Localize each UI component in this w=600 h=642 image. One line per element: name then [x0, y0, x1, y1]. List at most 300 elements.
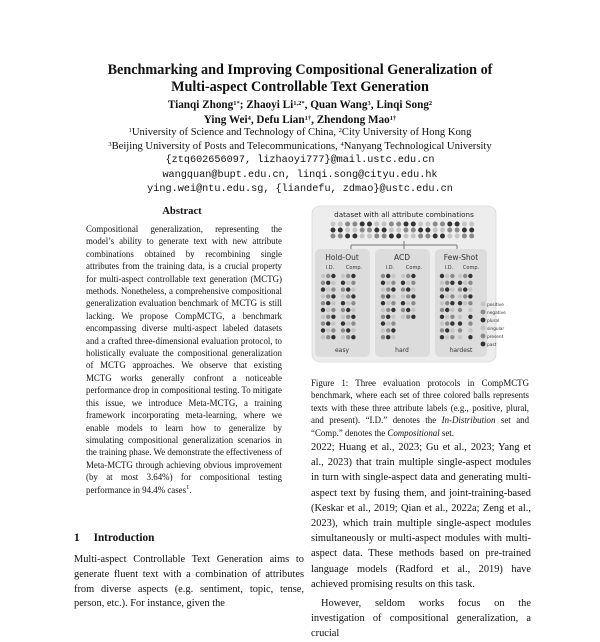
- attribute-ball: [458, 328, 462, 332]
- attribute-ball: [331, 308, 335, 312]
- attribute-ball: [386, 328, 390, 332]
- attribute-ball: [440, 281, 444, 285]
- attribute-ball: [447, 234, 452, 239]
- attribute-ball: [352, 222, 357, 227]
- attribute-ball: [445, 321, 449, 325]
- attribute-ball: [401, 287, 405, 291]
- introduction-text: Multi-aspect Controllable Text Generation aims to generate fluent text with a combination of attributes from diverse aspects (e.g. sentiment, topic, tense, person, etc.). For instance, given the: [74, 554, 304, 610]
- right-column-text: [311, 440, 531, 642]
- legend-label: plural: [487, 319, 500, 324]
- author-line-1: Tianqi Zhong$^{1*}$; Zhaoyi $Li^{1,2*}$, Quan Wang$^3$, Linqi Song$^2$: [167, 99, 433, 111]
- caption-text: set.: [441, 427, 454, 438]
- author-emails: [0, 154, 600, 198]
- attribute-ball: [445, 308, 449, 312]
- attribute-ball: [463, 287, 467, 291]
- attribute-ball: [351, 274, 355, 278]
- attribute-ball: [351, 287, 355, 291]
- author-sup: 3: [367, 100, 371, 107]
- affil-sup: 3: [108, 141, 112, 148]
- attribute-ball: [321, 287, 325, 291]
- attribute-ball: [440, 301, 444, 305]
- figure-top-label: dataset with all attribute combinations: [334, 210, 474, 219]
- attribute-ball: [458, 281, 462, 285]
- attribute-ball: [386, 274, 390, 278]
- attribute-ball: [391, 315, 395, 319]
- attribute-ball: [462, 234, 467, 239]
- attribute-ball: [391, 294, 395, 298]
- attribute-ball: [386, 287, 390, 291]
- attribute-ball: [455, 222, 460, 227]
- attribute-ball: [447, 228, 452, 233]
- attribute-ball: [360, 228, 365, 233]
- author-line-2: Ying Wei$^4$, Defu Lian$^{1\dagger}$, Zhendong Mao$^{1\dagger}$: [203, 114, 397, 126]
- attribute-ball: [386, 321, 390, 325]
- attribute-ball: [341, 294, 345, 298]
- attribute-ball: [411, 234, 416, 239]
- attribute-ball: [381, 315, 385, 319]
- paragraph: However, seldom works focus on the investigation of compositional generalization, a crucial: [311, 598, 531, 640]
- attribute-ball: [440, 234, 445, 239]
- attribute-ball: [463, 281, 467, 285]
- attribute-ball: [386, 281, 390, 285]
- caption-em: In-Distribution: [441, 415, 496, 426]
- affil-sup: 1: [128, 127, 132, 134]
- attribute-ball: [468, 301, 472, 305]
- affil-sup: 4: [340, 141, 344, 148]
- attribute-ball: [360, 222, 365, 227]
- attribute-ball: [468, 321, 472, 325]
- attribute-ball: [463, 274, 467, 278]
- attribute-ball: [321, 294, 325, 298]
- attribute-ball: [411, 228, 416, 233]
- attribute-ball: [406, 315, 410, 319]
- attribute-ball: [458, 308, 462, 312]
- attribute-ball: [331, 328, 335, 332]
- attribute-ball: [458, 294, 462, 298]
- attribute-ball: [425, 234, 430, 239]
- attribute-ball: [440, 222, 445, 227]
- attribute-ball: [440, 228, 445, 233]
- col-id-label: I.D.: [325, 265, 335, 271]
- legend-label: singular: [487, 327, 505, 332]
- attribute-ball: [381, 294, 385, 298]
- attribute-ball: [391, 335, 395, 339]
- section-number: 1: [74, 532, 80, 544]
- affiliation: University of Science and Technology of China,: [131, 127, 336, 138]
- attribute-ball: [440, 274, 444, 278]
- attribute-ball: [326, 321, 330, 325]
- author-sup: 1*: [233, 100, 240, 107]
- attribute-ball: [331, 335, 335, 339]
- attribute-ball: [458, 274, 462, 278]
- attribute-ball: [367, 234, 372, 239]
- attribute-ball: [418, 222, 423, 227]
- attribute-ball: [374, 234, 379, 239]
- attribute-ball: [481, 318, 486, 323]
- attribute-ball: [433, 234, 438, 239]
- attribute-ball: [445, 281, 449, 285]
- author-sup: 1†: [389, 115, 397, 122]
- attribute-ball: [351, 335, 355, 339]
- attribute-ball: [450, 315, 454, 319]
- attribute-ball: [346, 328, 350, 332]
- attribute-ball: [396, 234, 401, 239]
- attribute-ball: [406, 308, 410, 312]
- attribute-ball: [406, 294, 410, 298]
- attribute-ball: [382, 234, 387, 239]
- attribute-ball: [462, 222, 467, 227]
- attribute-ball: [401, 281, 405, 285]
- attribute-ball: [401, 274, 405, 278]
- author-name: Zhendong Mao: [316, 114, 390, 126]
- attribute-ball: [404, 228, 409, 233]
- author-name: Quan Wang: [310, 99, 368, 111]
- attribute-ball: [321, 274, 325, 278]
- attribute-ball: [326, 287, 330, 291]
- attribute-ball: [381, 301, 385, 305]
- attribute-ball: [382, 222, 387, 227]
- attribute-ball: [381, 274, 385, 278]
- attribute-ball: [360, 234, 365, 239]
- affiliation: City University of Hong Kong: [341, 127, 472, 138]
- affiliation: Beijing University of Posts and Telecommunications,: [111, 141, 338, 152]
- attribute-ball: [326, 308, 330, 312]
- attribute-ball: [458, 301, 462, 305]
- col-id-label: I.D.: [385, 265, 395, 271]
- affiliation-line-2: [0, 140, 600, 154]
- attribute-ball: [331, 281, 335, 285]
- attribute-ball: [391, 274, 395, 278]
- attribute-ball: [321, 281, 325, 285]
- panel-title: Few-Shot: [443, 253, 479, 262]
- attribute-ball: [386, 315, 390, 319]
- attribute-ball: [481, 310, 486, 315]
- attribute-ball: [406, 287, 410, 291]
- attribute-ball: [367, 228, 372, 233]
- attribute-ball: [367, 222, 372, 227]
- attribute-ball: [331, 315, 335, 319]
- attribute-ball: [326, 301, 330, 305]
- attribute-ball: [411, 315, 415, 319]
- attribute-ball: [346, 308, 350, 312]
- attribute-ball: [468, 274, 472, 278]
- attribute-ball: [433, 228, 438, 233]
- col-id-label: I.D.: [444, 265, 454, 271]
- attribute-ball: [351, 321, 355, 325]
- attribute-ball: [346, 315, 350, 319]
- attribute-ball: [450, 328, 454, 332]
- attribute-ball: [326, 294, 330, 298]
- attribute-ball: [321, 321, 325, 325]
- attribute-ball: [450, 287, 454, 291]
- attribute-ball: [445, 315, 449, 319]
- attribute-ball: [338, 222, 343, 227]
- attribute-ball: [469, 222, 474, 227]
- attribute-ball: [345, 222, 350, 227]
- attribute-ball: [326, 328, 330, 332]
- caption-label: Figure 1:: [311, 378, 349, 388]
- attribute-ball: [411, 274, 415, 278]
- attribute-ball: [381, 321, 385, 325]
- attribute-ball: [458, 321, 462, 325]
- attribute-ball: [468, 328, 472, 332]
- attribute-ball: [450, 321, 454, 325]
- attribute-ball: [406, 274, 410, 278]
- legend-label: negative: [487, 311, 506, 316]
- attribute-ball: [382, 228, 387, 233]
- col-comp-label: Comp.: [405, 265, 423, 271]
- attribute-ball: [381, 328, 385, 332]
- attribute-ball: [321, 301, 325, 305]
- attribute-ball: [455, 234, 460, 239]
- section-title: Introduction: [93, 532, 155, 544]
- title-line-2: Multi-aspect Controllable Text Generation: [171, 79, 429, 95]
- attribute-ball: [391, 301, 395, 305]
- attribute-ball: [462, 228, 467, 233]
- attribute-ball: [445, 287, 449, 291]
- attribute-ball: [326, 274, 330, 278]
- attribute-ball: [404, 234, 409, 239]
- attribute-ball: [346, 281, 350, 285]
- attribute-ball: [445, 274, 449, 278]
- attribute-ball: [346, 287, 350, 291]
- author-list: [0, 98, 600, 128]
- attribute-ball: [326, 315, 330, 319]
- attribute-ball: [321, 335, 325, 339]
- attribute-ball: [440, 315, 444, 319]
- attribute-ball: [391, 287, 395, 291]
- attribute-ball: [391, 281, 395, 285]
- attribute-ball: [468, 315, 472, 319]
- attribute-ball: [469, 234, 474, 239]
- col-comp-label: Comp.: [345, 265, 363, 271]
- attribute-ball: [440, 308, 444, 312]
- author-name: Linqi Song: [376, 99, 429, 111]
- paragraph: 2022; Huang et al., 2023; Gu et al., 2023; Yang et al., 2023) that train multiple single-aspect modules in turn with single-aspect data and generating multi-aspect text by fusing them, and joint-training-based (Keskar et al., 2019; Qian et al., 2022a; Zeng et al., 2023), which train multiple single-aspect modules simultaneously or multi-aspect modules with multi-aspect data. These methods based on pre-trained language models (Radford et al., 2019) have achieved promising results on this task.: [311, 442, 531, 590]
- affiliation-line-1: [0, 126, 600, 140]
- attribute-ball: [401, 308, 405, 312]
- attribute-ball: [338, 234, 343, 239]
- author-sup: 4: [247, 115, 251, 122]
- attribute-ball: [341, 281, 345, 285]
- attribute-ball: [411, 308, 415, 312]
- attribute-ball: [331, 294, 335, 298]
- attribute-ball: [341, 287, 345, 291]
- attribute-ball: [445, 328, 449, 332]
- attribute-ball: [346, 274, 350, 278]
- figure-1: [311, 205, 506, 363]
- attribute-ball: [381, 308, 385, 312]
- attribute-ball: [391, 308, 395, 312]
- figure-caption: [311, 377, 529, 439]
- difficulty-tag: hard: [395, 347, 409, 354]
- attribute-ball: [331, 321, 335, 325]
- attribute-ball: [389, 234, 394, 239]
- caption-text: Three evaluation protocols in CompMCTG benchmark, where each set of three colored balls represents texts with these three attribute labels (e.g., positive, plural, and present). “I.D.” denotes the: [311, 378, 529, 426]
- attribute-ball: [351, 301, 355, 305]
- attribute-ball: [418, 228, 423, 233]
- author-sup: 2: [428, 100, 433, 107]
- attribute-ball: [326, 335, 330, 339]
- attribute-ball: [458, 315, 462, 319]
- abstract-heading: Abstract: [162, 206, 202, 217]
- attribute-ball: [440, 335, 444, 339]
- email-line[interactable]: {ztq602656097, lizhaoyi777}@mail.ustc.edu.cn: [165, 155, 435, 166]
- attribute-ball: [381, 335, 385, 339]
- legend-label: past: [487, 343, 497, 348]
- attribute-ball: [445, 294, 449, 298]
- attribute-ball: [381, 287, 385, 291]
- col-comp-label: Comp.: [462, 265, 480, 271]
- attribute-ball: [450, 294, 454, 298]
- attribute-ball: [440, 294, 444, 298]
- abstract-text: Compositional generalization, representing the model’s ability to generate text with new attribute combinations obtained by recombining single attributes from the training data, is a crucial property for multi-aspect controllable text generation (MCTG) methods. Nonetheless, a comprehensive compositional generalization evaluation benchmark of MCTG is still lacking. We propose CompMCTG, a benchmark encompassing diverse multi-aspect labeled datasets and a crafted three-dimensional evaluation protocol, to holistically evaluate the compositional generalization of MCTG approaches. We observe that existing MCTG works generally confront a noticeable performance drop in compositional testing. To mitigate this issue, we introduce Meta-MCTG, a training framework incorporating meta-learning, where we enable models to learn how to generalize by simulating compositional generalization scenarios in the training phase. We demonstrate the effectiveness of Meta-MCTG through achieving obvious improvement (by at most 3.64%) for compositional testing performance in 94.4% cases: [86, 224, 282, 495]
- attribute-ball: [433, 222, 438, 227]
- attribute-ball: [404, 222, 409, 227]
- attribute-ball: [341, 308, 345, 312]
- attribute-ball: [468, 281, 472, 285]
- attribute-ball: [321, 328, 325, 332]
- section-heading: [74, 532, 168, 544]
- attribute-ball: [440, 287, 444, 291]
- attribute-ball: [396, 228, 401, 233]
- attribute-ball: [425, 222, 430, 227]
- attribute-ball: [469, 228, 474, 233]
- attribute-ball: [450, 301, 454, 305]
- attribute-ball: [386, 294, 390, 298]
- attribute-ball: [406, 301, 410, 305]
- attribute-ball: [326, 281, 330, 285]
- email-line[interactable]: ying.wei@ntu.edu.sg, {liandefu, zdmao}@ustc.edu.cn: [147, 184, 453, 196]
- attribute-ball: [351, 294, 355, 298]
- attribute-ball: [468, 335, 472, 339]
- attribute-ball: [321, 315, 325, 319]
- attribute-ball: [468, 308, 472, 312]
- attribute-ball: [345, 234, 350, 239]
- attribute-ball: [481, 302, 486, 307]
- attribute-ball: [481, 326, 486, 331]
- attribute-ball: [351, 281, 355, 285]
- attribute-ball: [396, 222, 401, 227]
- author-sup: 1†: [304, 115, 312, 122]
- attribute-ball: [447, 222, 452, 227]
- attribute-ball: [445, 301, 449, 305]
- attribute-ball: [389, 228, 394, 233]
- affiliations: [0, 126, 600, 154]
- attribute-ball: [411, 222, 416, 227]
- attribute-ball: [331, 274, 335, 278]
- attribute-ball: [455, 228, 460, 233]
- attribute-ball: [352, 228, 357, 233]
- attribute-ball: [411, 301, 415, 305]
- attribute-ball: [450, 335, 454, 339]
- abstract-body: Compositional generalization, representing the model’s ability to generate text with new attribute combinations obtained by recombining single attributes from the training data, is a crucial property for multi-aspect controllable text generation (MCTG) methods. Nonetheless, a comprehensive compositional generalization evaluation benchmark of MCTG is still lacking. We propose CompMCTG, a benchmark encompassing diverse multi-aspect labeled datasets and a crafted three-dimensional evaluation protocol, to holistically evaluate the compositional generalization of MCTG approaches. We observe that existing MCTG works generally confront a noticeable performance drop in compositional testing. To mitigate this issue, we introduce Meta-MCTG, a training framework incorporating meta-learning, where we enable models to learn how to generalize by simulating compositional generalization scenarios in the training phase. We demonstrate the effectiveness of Meta-MCTG through achieving obvious improvement (by at most 3.64%) for compositional testing performance in 94.4% cases$^1$.: [86, 224, 282, 495]
- affiliation: Nanyang Technological University: [343, 141, 492, 152]
- attribute-ball: [341, 274, 345, 278]
- attribute-ball: [331, 234, 336, 239]
- attribute-ball: [411, 294, 415, 298]
- attribute-ball: [341, 335, 345, 339]
- attribute-ball: [386, 301, 390, 305]
- footnote-mark[interactable]: 1: [186, 483, 190, 491]
- attribute-ball: [406, 281, 410, 285]
- attribute-ball: [386, 308, 390, 312]
- attribute-ball: [346, 321, 350, 325]
- attribute-ball: [386, 335, 390, 339]
- attribute-ball: [331, 287, 335, 291]
- attribute-ball: [341, 321, 345, 325]
- attribute-ball: [346, 335, 350, 339]
- attribute-ball: [351, 308, 355, 312]
- attribute-ball: [411, 281, 415, 285]
- attribute-ball: [463, 294, 467, 298]
- attribute-ball: [389, 222, 394, 227]
- panel-title: Hold-Out: [325, 253, 359, 262]
- attribute-ball: [411, 287, 415, 291]
- attribute-ball: [458, 287, 462, 291]
- paper-title: [0, 62, 600, 96]
- attribute-ball: [458, 335, 462, 339]
- attribute-ball: [351, 328, 355, 332]
- attribute-ball: [440, 321, 444, 325]
- panel-title: ACD: [393, 253, 411, 262]
- difficulty-tag: easy: [334, 347, 350, 354]
- attribute-ball: [450, 281, 454, 285]
- caption-em: Compositional: [387, 427, 440, 438]
- attribute-ball: [468, 294, 472, 298]
- attribute-ball: [401, 301, 405, 305]
- attribute-ball: [338, 228, 343, 233]
- email-line[interactable]: wangquan@bupt.edu.cn, linqi.song@cityu.edu.hk: [162, 169, 438, 181]
- attribute-ball: [401, 315, 405, 319]
- attribute-ball: [463, 301, 467, 305]
- attribute-ball: [345, 228, 350, 233]
- attribute-ball: [352, 234, 357, 239]
- affil-sup: 2: [338, 127, 342, 134]
- attribute-ball: [331, 222, 336, 227]
- attribute-ball: [445, 335, 449, 339]
- attribute-ball: [341, 328, 345, 332]
- attribute-ball: [351, 315, 355, 319]
- attribute-ball: [331, 301, 335, 305]
- difficulty-tag: hardest: [449, 347, 473, 354]
- attribute-ball: [346, 294, 350, 298]
- attribute-ball: [450, 308, 454, 312]
- attribute-ball: [341, 315, 345, 319]
- attribute-ball: [374, 222, 379, 227]
- attribute-ball: [425, 228, 430, 233]
- attribute-ball: [440, 328, 444, 332]
- legend-label: present: [487, 335, 504, 340]
- author-name: Defu Lian: [256, 114, 305, 126]
- attribute-ball: [391, 321, 395, 325]
- attribute-ball: [481, 342, 486, 347]
- author-name: Tianqi Zhong: [167, 99, 234, 111]
- attribute-ball: [391, 328, 395, 332]
- attribute-ball: [418, 234, 423, 239]
- author-name: Zhaoyi Li: [246, 99, 294, 111]
- attribute-ball: [481, 334, 486, 339]
- attribute-ball: [331, 228, 336, 233]
- legend-label: positive: [487, 303, 504, 308]
- attribute-ball: [341, 301, 345, 305]
- caption-text: set and “Comp.” denotes the: [311, 415, 530, 438]
- attribute-ball: [321, 308, 325, 312]
- title-line-1: Benchmarking and Improving Compositional Generalization of: [107, 62, 493, 78]
- author-sup: 1,2*: [293, 100, 305, 107]
- attribute-ball: [450, 274, 454, 278]
- author-name: Ying Wei: [203, 114, 248, 126]
